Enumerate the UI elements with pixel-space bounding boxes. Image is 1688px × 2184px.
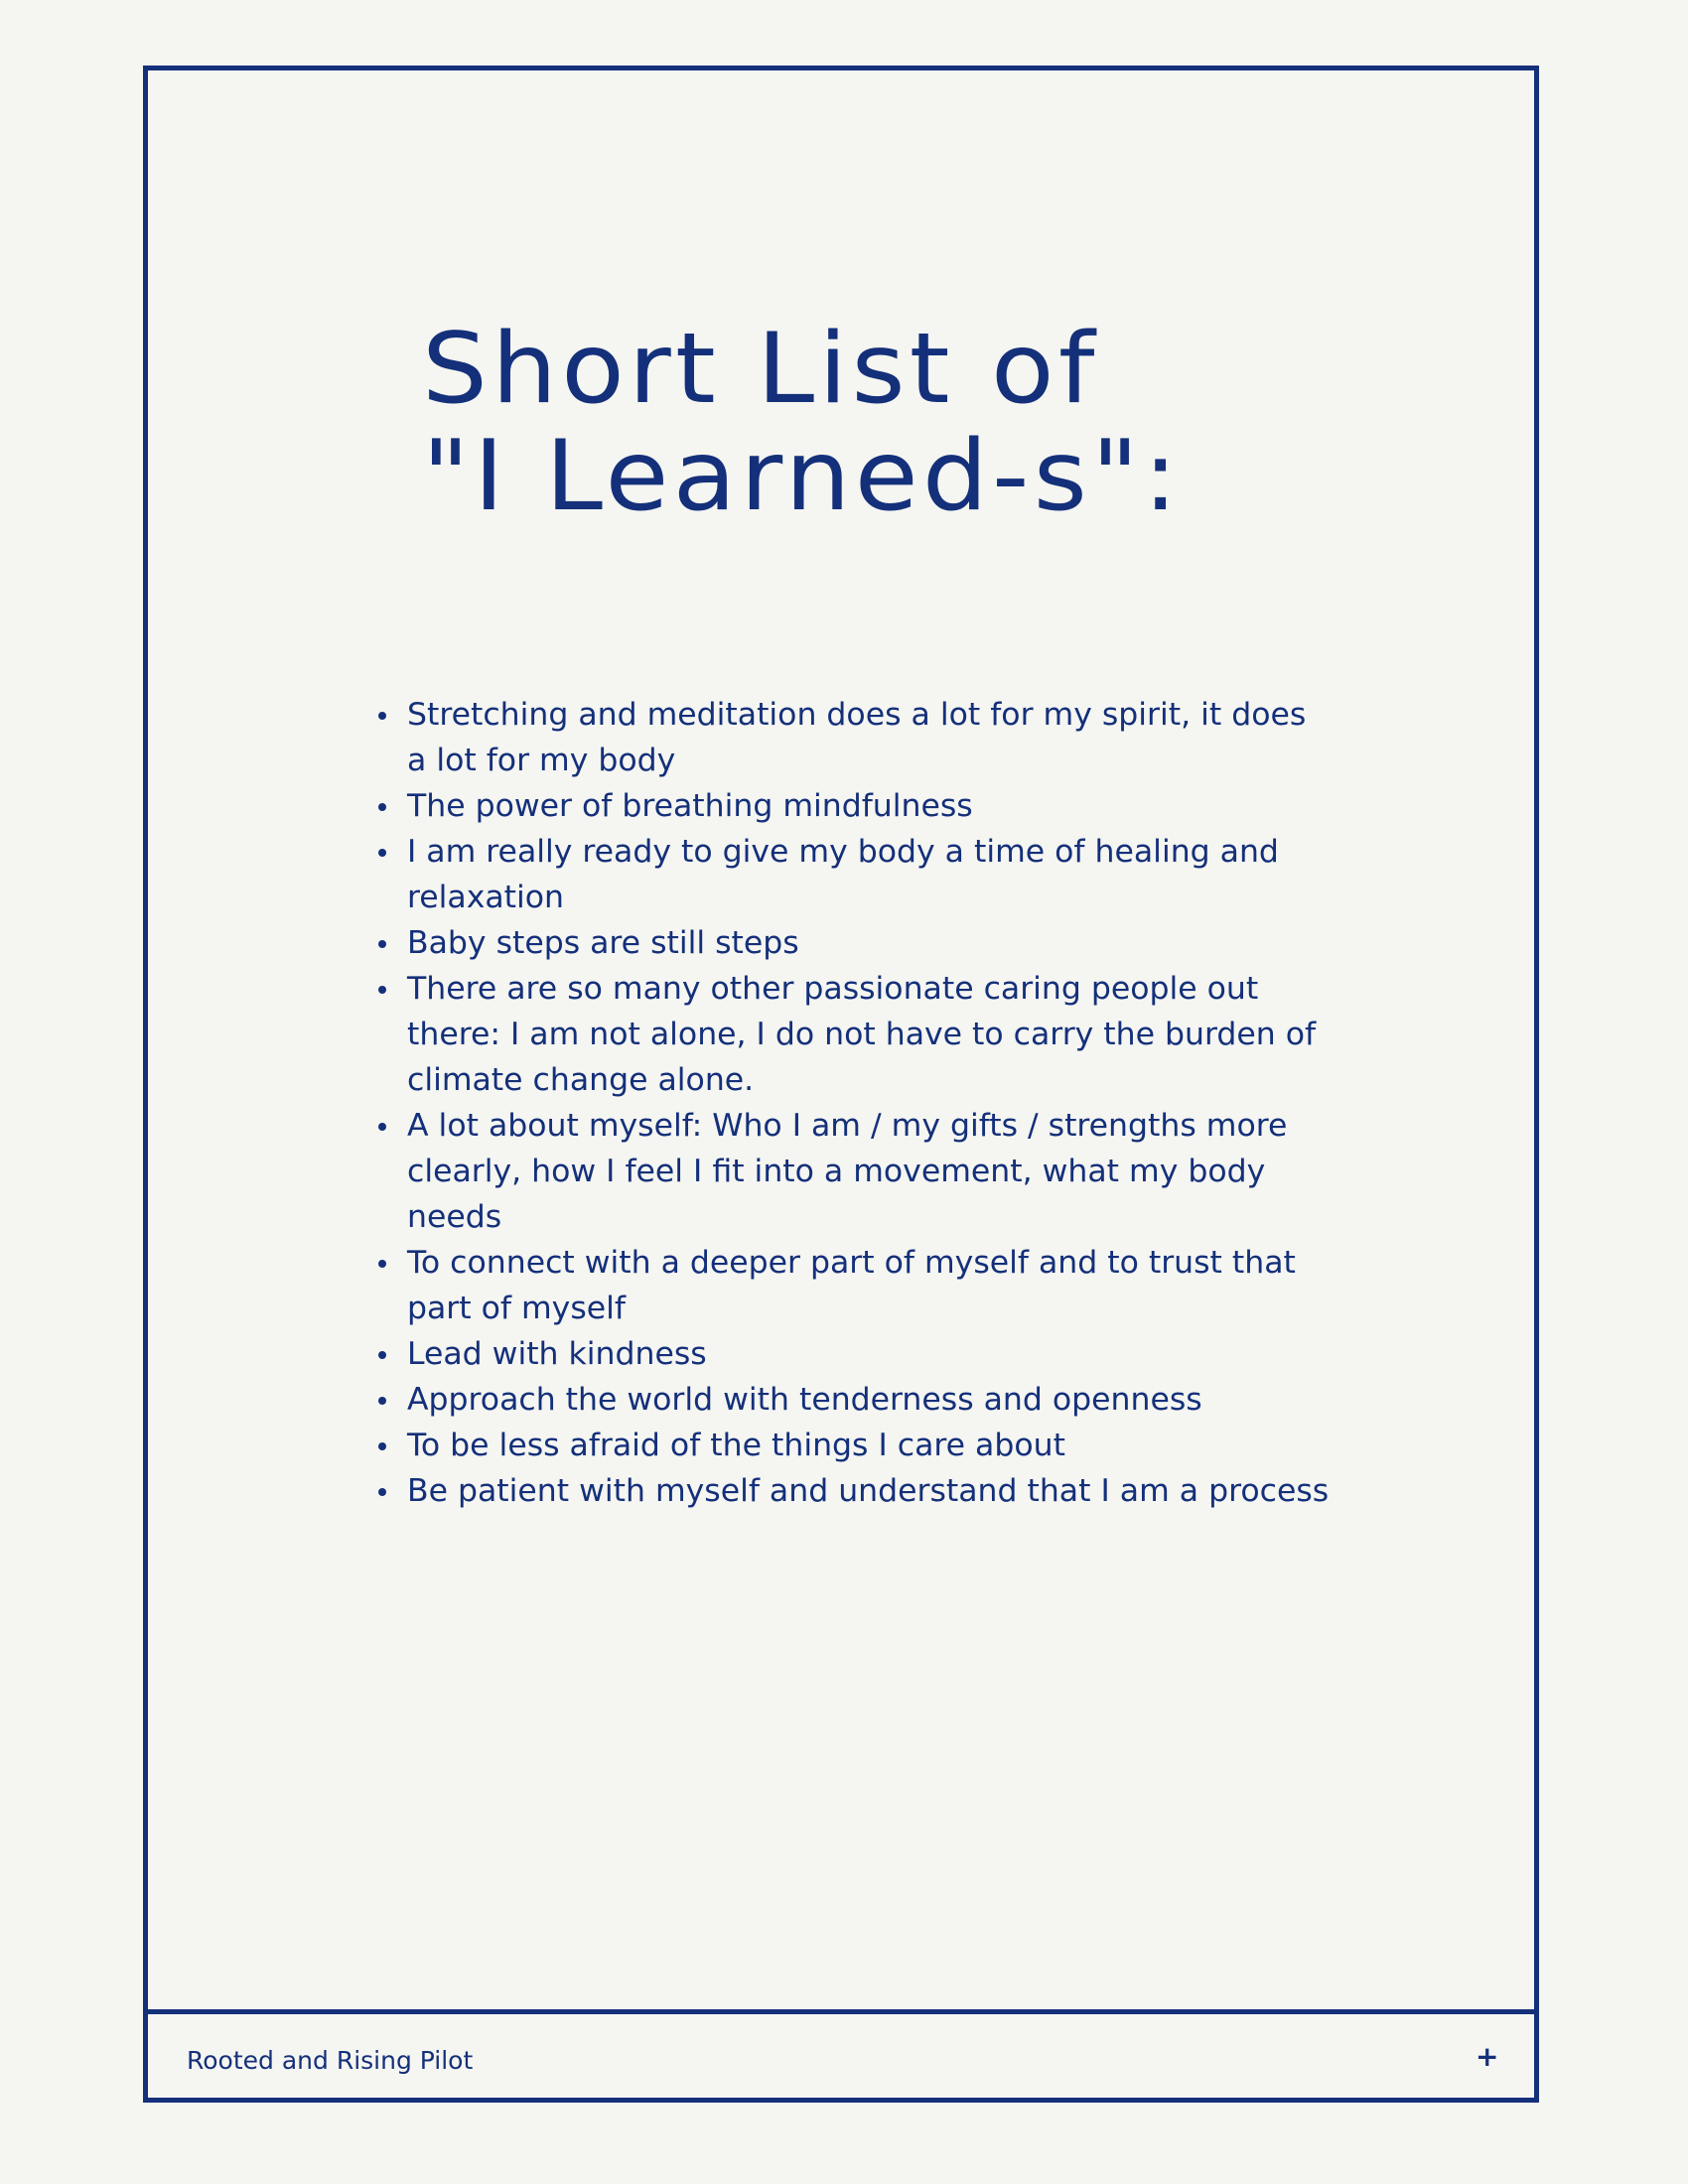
list-item: To connect with a deeper part of myself and to trust that part of myself [407, 1240, 1331, 1331]
list-item: A lot about myself: Who I am / my gifts / strengths more clearly, how I feel I fit into a movement, what my body needs [407, 1103, 1331, 1240]
footer-divider [143, 2009, 1539, 2014]
list-item: Lead with kindness [407, 1331, 1331, 1377]
title-line-2: "I Learned-s": [422, 420, 1183, 533]
list-item: I am really ready to give my body a time of healing and relaxation [407, 829, 1331, 920]
page-title [422, 313, 1369, 533]
title-line-1: Short List of [422, 313, 1099, 426]
footer-label: Rooted and Rising Pilot [187, 2046, 474, 2075]
list-item: Stretching and meditation does a lot for my spirit, it does a lot for my body [407, 692, 1331, 783]
plus-icon: + [1476, 2040, 1499, 2073]
learned-list [407, 692, 1331, 1514]
list-item: The power of breathing mindfulness [407, 783, 1331, 829]
list-item: Approach the world with tenderness and openness [407, 1377, 1331, 1423]
list-item: There are so many other passionate caring people out there: I am not alone, I do not have to carry the burden of climate change alone. [407, 966, 1331, 1103]
list-item: Be patient with myself and understand that I am a process [407, 1468, 1331, 1514]
list-item: Baby steps are still steps [407, 920, 1331, 966]
list-item: To be less afraid of the things I care about [407, 1423, 1331, 1468]
